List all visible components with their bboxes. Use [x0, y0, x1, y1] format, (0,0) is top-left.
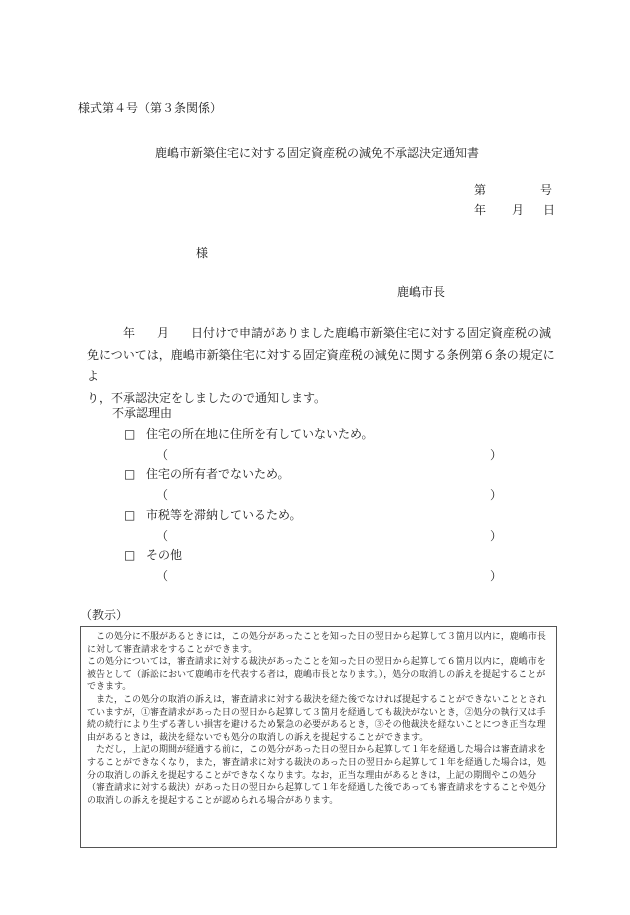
addressee-suffix: 様 — [196, 246, 209, 260]
document-title: 鹿嶋市新築住宅に対する固定資産税の減免不承認決定通知書 — [155, 146, 480, 160]
reason-item[interactable] — [124, 548, 182, 562]
reason-label: 住宅の所有者でないため。 — [146, 467, 290, 481]
body-year-label: 年 — [123, 326, 136, 340]
document-number-prefix: 第 — [474, 183, 487, 197]
reason-detail-close-paren: ） — [490, 488, 503, 502]
reason-detail-open-paren: （ — [156, 488, 169, 502]
date-year-label: 年 — [474, 203, 487, 217]
date-month-label: 月 — [512, 203, 525, 217]
reason-item[interactable] — [124, 508, 302, 522]
reason-detail-close-paren: ） — [490, 448, 503, 462]
checkbox-icon[interactable]: □ — [124, 508, 136, 522]
checkbox-icon[interactable]: □ — [124, 548, 136, 562]
body-month-label: 月 — [157, 326, 170, 340]
notice-box — [80, 626, 557, 848]
notice-paragraph-1: この処分に不服があるときには，この処分があったことを知った日の翌日から起算して３箇月以内に，鹿嶋市長に対して審査請求をすることができます。 — [87, 632, 546, 655]
reason-detail-close-paren: ） — [490, 529, 503, 543]
reason-detail-open-paren: （ — [156, 448, 169, 462]
reason-label: その他 — [146, 548, 183, 562]
reason-label: 市税等を滞納しているため。 — [146, 508, 302, 522]
reason-label: 住宅の所在地に住所を有していないため。 — [146, 427, 374, 441]
reason-detail-close-paren: ） — [490, 569, 503, 583]
body-line-2: 免については，鹿嶋市新築住宅に対する固定資産税の減免に関する条例第６条の規定によ — [87, 347, 555, 383]
checkbox-icon[interactable]: □ — [124, 467, 136, 481]
notice-heading: （教示） — [80, 608, 129, 622]
notice-paragraph-3: また，この処分の取消の訴えは，審査請求に対する裁決を経た後でなければ提起することができないこととされていますが，①審査請求があった日の翌日から起算して３箇月を経過しても裁決がないとき，②処分の執行又は手続の続行により生ずる著しい損害を避けるため緊急の必要があるとき，③その他裁決を経ないことにつき正当な理由があるときは，裁決を経ないでも処分の取消しの訴えを提起することができます。 — [87, 694, 547, 743]
body-line-1 — [87, 323, 557, 345]
reason-detail-open-paren: （ — [156, 529, 169, 543]
reason-item[interactable] — [124, 427, 374, 441]
body-line-1-text: 日付けで申請がありました鹿嶋市新築住宅に対する固定資産税の減 — [191, 326, 552, 340]
checkbox-icon[interactable]: □ — [124, 427, 136, 441]
notification-body — [87, 323, 557, 409]
notice-paragraph-4: ただし，上記の期間が経過する前に，この処分があった日の翌日から起算して１年を経過した場合は審査請求をすることができなくなり，また，審査請求に対する裁決のあった日の翌日から起算して１年を経過した場合は，処分の取消しの訴えを提起することができなくなります。なお，正当な理由があるときは，上記の期間やこの処分（審査請求に対する裁決）があった日の翌日から起算して１年を経過した後であっても審査請求をすることや処分の取消しの訴えを提起することが認められる場合があります。 — [87, 745, 546, 806]
document-number-suffix: 号 — [540, 183, 553, 197]
notice-paragraph-2: この処分については，審査請求に対する裁決があったことを知った日の翌日から起算して６箇月以内に，鹿嶋市を被告として（訴訟において鹿嶋市を代表する者は，鹿嶋市長となります。），処分の取消しの訴えを提起することができます。 — [87, 657, 546, 693]
body-line-3: り，不承認決定をしましたので通知します。 — [87, 390, 327, 405]
reason-detail-open-paren: （ — [156, 569, 169, 583]
reasons-heading: 不承認理由 — [112, 406, 173, 420]
reason-item[interactable] — [124, 467, 290, 481]
date-day-label: 日 — [543, 203, 556, 217]
form-number: 様式第４号（第３条関係） — [78, 101, 223, 115]
issuer-name: 鹿嶋市長 — [397, 285, 446, 299]
